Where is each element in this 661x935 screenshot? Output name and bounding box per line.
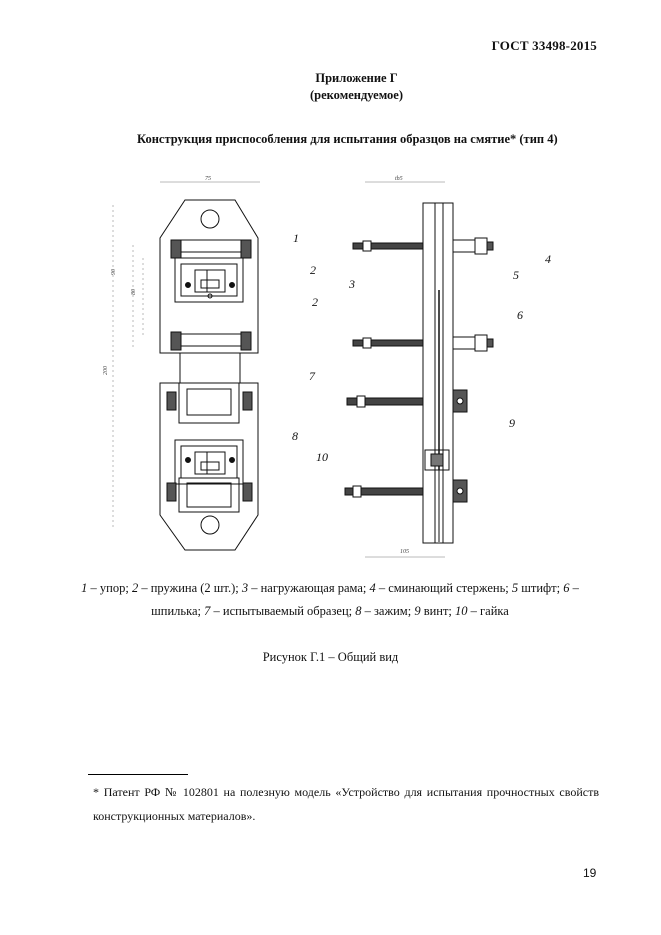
callout-2b: 2: [312, 295, 318, 309]
callout-10: 10: [316, 450, 328, 464]
legend-item: 1 – упор;: [81, 581, 132, 595]
callout-1: 1: [293, 231, 299, 245]
legend-item: 2 – пружина (2 шт.);: [131, 581, 242, 595]
legend-item: 8 – зажим;: [355, 604, 415, 618]
legend-item: 5 штифт;: [511, 581, 564, 595]
legend-item: 4 – сминающий стержень;: [369, 581, 512, 595]
callout-2a: 2: [310, 263, 316, 277]
appendix-title: Приложение Г: [315, 71, 398, 85]
callout-5: 5: [513, 268, 519, 282]
figure-legend: [60, 577, 600, 623]
dim-80: 80: [131, 289, 137, 295]
legend-item: 10 – гайка: [455, 604, 509, 618]
dim-75: 75: [205, 176, 211, 182]
technical-drawing: [95, 170, 555, 565]
dim-90: 90: [111, 269, 117, 275]
figure-label: Рисунок Г.1 – Общий вид: [262, 650, 399, 664]
dim-200: 200: [103, 366, 109, 375]
footnote-text: * Патент РФ № 102801 на полезную модель «Устройство для испытания прочностных свойств конструкционных материалов».: [93, 785, 599, 823]
legend-item: 3 – нагружающая рама;: [241, 581, 370, 595]
dim-tb5: tb5: [395, 176, 403, 182]
legend-item: 6 – шпилька;: [151, 581, 579, 618]
callout-3: 3: [349, 277, 355, 291]
legend-item: 9 винт;: [414, 604, 456, 618]
footnote-separator: [88, 774, 188, 775]
appendix-heading: [0, 70, 661, 104]
callout-4: 4: [545, 252, 551, 266]
dim-105: 105: [400, 549, 409, 555]
document-code: ГОСТ 33498-2015: [491, 38, 597, 53]
callout-6: 6: [517, 308, 523, 322]
callout-8: 8: [292, 429, 298, 443]
callout-7: 7: [309, 369, 315, 383]
page-number: 19: [583, 866, 597, 880]
legend-item: 7 – испытываемый образец;: [204, 604, 356, 618]
callout-9: 9: [509, 416, 515, 430]
appendix-subtitle: (рекомендуемое): [309, 88, 404, 102]
figure-title: Конструкция приспособления для испытания образцов на смятие* (тип 4): [137, 132, 558, 146]
